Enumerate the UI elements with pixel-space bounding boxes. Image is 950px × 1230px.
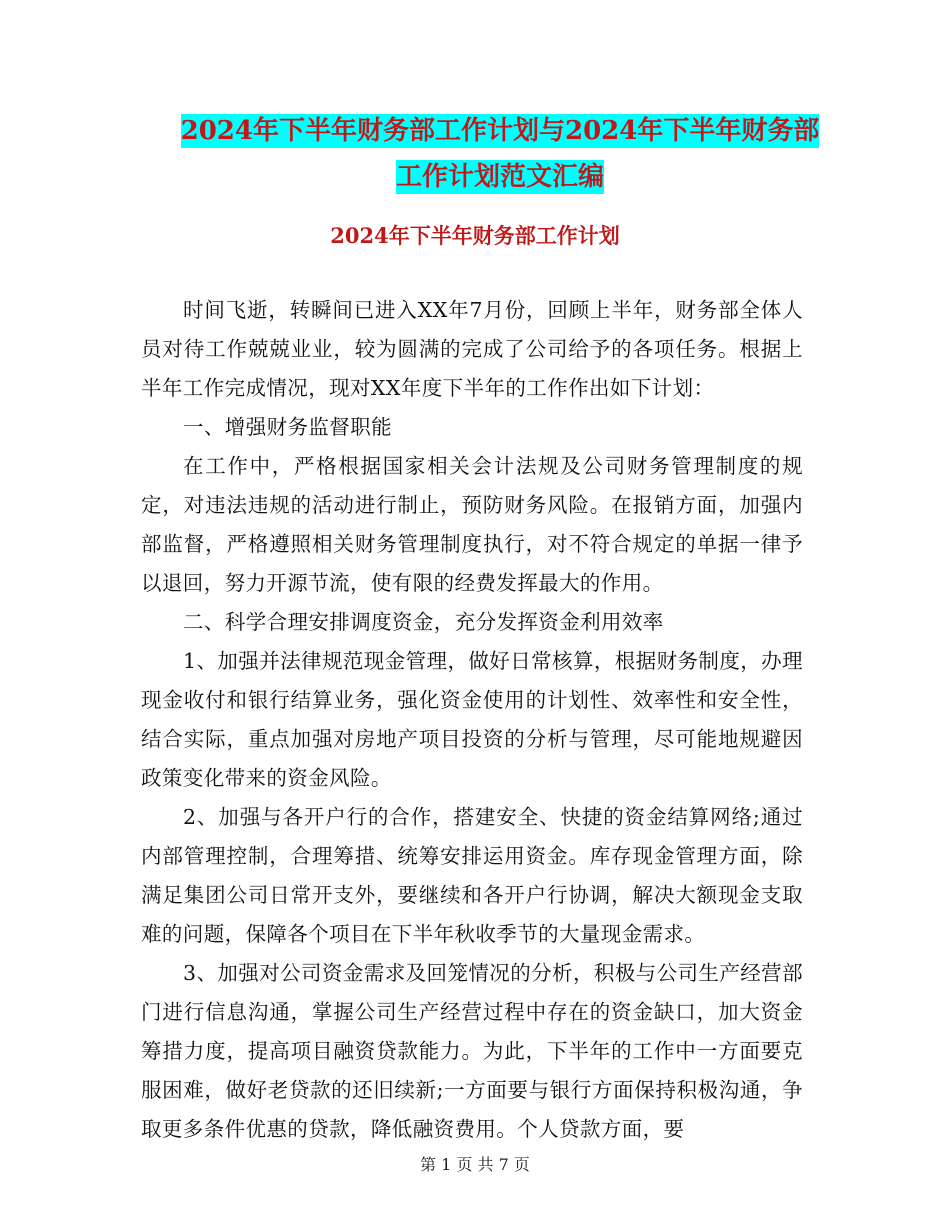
document-title-line-2: 工作计划范文汇编 <box>395 162 604 192</box>
document-title <box>150 108 850 200</box>
document-title-line-1: 2024年下半年财务部工作计划与2024年下半年财务部 <box>180 116 820 146</box>
paragraph: 2、加强与各开户行的合作，搭建安全、快捷的资金结算网络;通过内部管理控制，合理筹措、统筹安排运用资金。库存现金管理方面，除满足集团公司日常开支外，要继续和各开户行协调，解决大额现金支取难的问题，保障各个项目在下半年秋收季节的大量现金需求。 <box>141 805 803 946</box>
paragraph: 1、加强并法律规范现金管理，做好日常核算，根据财务制度，办理现金收付和银行结算业务，强化资金使用的计划性、效率性和安全性，结合实际，重点加强对房地产项目投资的分析与管理，尽可能地规避因政策变化带来的资金风险。 <box>141 649 803 790</box>
document-body <box>141 291 803 1149</box>
heading-2: 二、科学合理安排调度资金，充分发挥资金利用效率 <box>183 610 664 634</box>
page-footer: 第 1 页 共 7 页 <box>420 1155 530 1174</box>
paragraph: 3、加强对公司资金需求及回笼情况的分析，积极与公司生产经营部门进行信息沟通，掌握公司生产经营过程中存在的资金缺口，加大资金筹措力度，提高项目融资贷款能力。为此，下半年的工作中一方面要克服困难，做好老贷款的还旧续新;一方面要与银行方面保持积极沟通，争取更多条件优惠的贷款，降低融资费用。个人贷款方面，要 <box>141 961 803 1141</box>
section-title: 2024年下半年财务部工作计划 <box>330 223 620 248</box>
paragraph: 时间飞逝，转瞬间已进入XX年7月份，回顾上半年，财务部全体人员对待工作兢兢业业，较为圆满的完成了公司给予的各项任务。根据上半年工作完成情况，现对XX年度下半年的工作作出如下计划： <box>141 298 803 400</box>
paragraph: 在工作中，严格根据国家相关会计法规及公司财务管理制度的规定，对违法违规的活动进行制止，预防财务风险。在报销方面，加强内部监督，严格遵照相关财务管理制度执行，对不符合规定的单据一律予以退回，努力开源节流，使有限的经费发挥最大的作用。 <box>141 454 803 595</box>
heading-1: 一、增强财务监督职能 <box>183 415 392 439</box>
